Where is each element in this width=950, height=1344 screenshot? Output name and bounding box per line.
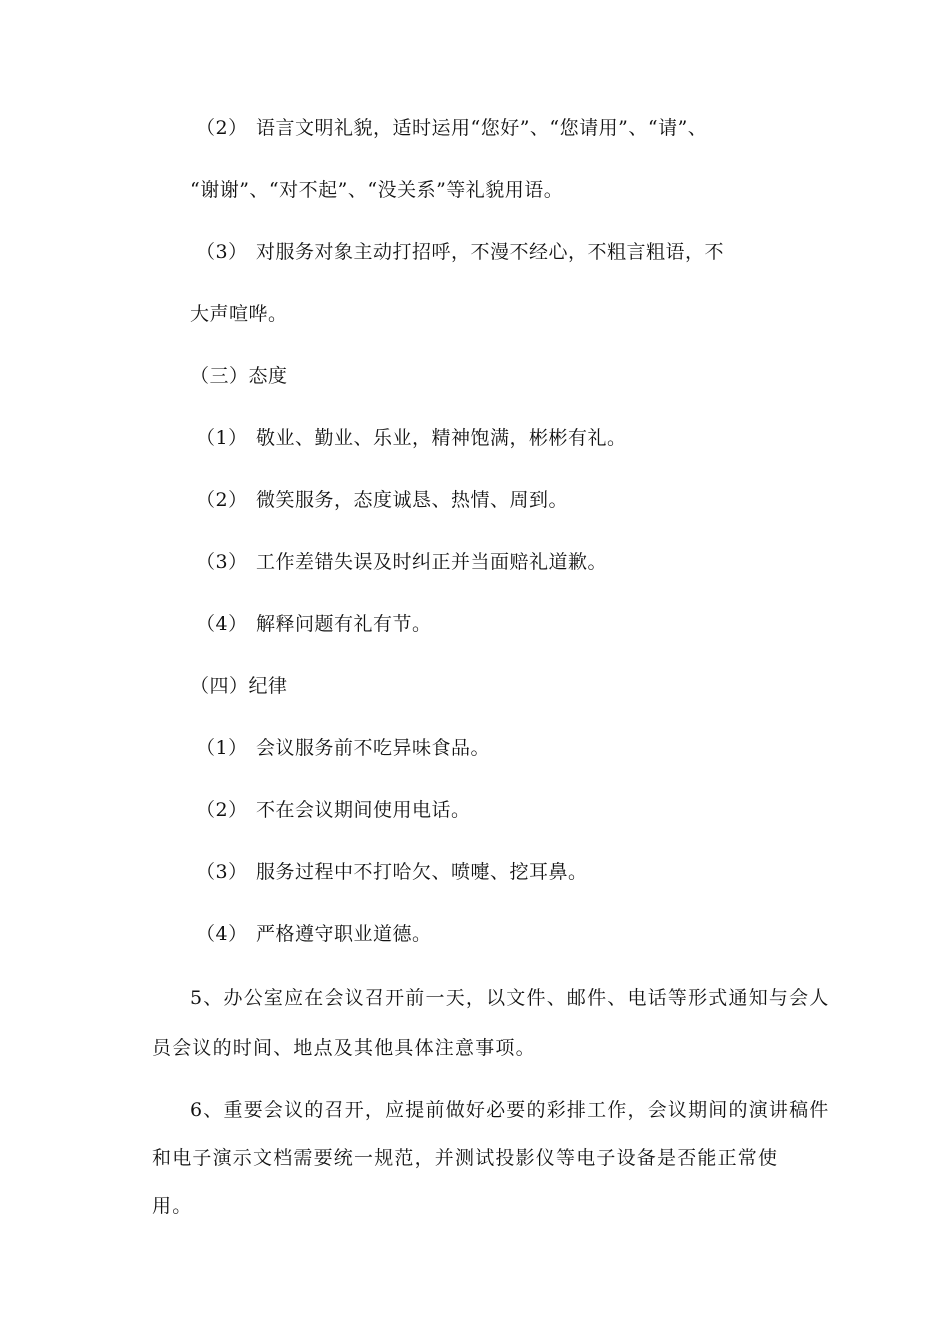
section-heading: （四）纪律	[190, 675, 288, 697]
item-number: （3）	[196, 241, 248, 263]
item-text: 微笑服务，态度诚恳、热情、周到。	[256, 489, 569, 511]
list-item	[196, 116, 707, 140]
item-text: 服务过程中不打哈欠、喷嚏、挖耳鼻。	[256, 861, 588, 883]
list-item	[196, 736, 490, 760]
item-continuation: 大声喧哗。	[190, 303, 288, 325]
list-item	[196, 550, 607, 574]
item-text: 对服务对象主动打招呼，不漫不经心，不粗言粗语，不	[256, 241, 725, 263]
item-continuation: “谢谢”、“对不起”、“没关系”等礼貌用语。	[190, 179, 564, 201]
item-text: 严格遵守职业道德。	[256, 923, 432, 945]
section-heading: （三）态度	[190, 365, 288, 387]
item-number: （2）	[196, 799, 248, 821]
item-text: 敬业、勤业、乐业，精神饱满，彬彬有礼。	[256, 427, 627, 449]
item-number: （4）	[196, 613, 248, 635]
item-number: （4）	[196, 923, 248, 945]
item-number: （1）	[196, 427, 248, 449]
item-text: 会议服务前不吃异味食品。	[256, 737, 491, 759]
list-item	[196, 860, 588, 884]
list-item	[196, 426, 627, 450]
paragraph-line: 和电子演示文档需要统一规范，并测试投影仪等电子设备是否能正常使	[152, 1147, 779, 1169]
paragraph-line: 员会议的时间、地点及其他具体注意事项。	[152, 1037, 536, 1059]
paragraph-line: 用。	[152, 1195, 193, 1217]
list-item	[196, 612, 432, 636]
item-text: 语言文明礼貌，适时运用“您好”、“您请用”、“请”、	[256, 117, 708, 139]
list-item	[196, 798, 471, 822]
item-number: （1）	[196, 737, 248, 759]
paragraph-line: 5、办公室应在会议召开前一天，以文件、邮件、电话等形式通知与会人	[190, 987, 830, 1009]
list-item	[196, 922, 432, 946]
paragraph-line: 6、重要会议的召开，应提前做好必要的彩排工作，会议期间的演讲稿件	[190, 1099, 830, 1121]
list-item	[196, 488, 568, 512]
item-text: 工作差错失误及时纠正并当面赔礼道歉。	[256, 551, 608, 573]
item-text: 解释问题有礼有节。	[256, 613, 432, 635]
list-item	[196, 240, 724, 264]
item-number: （3）	[196, 861, 248, 883]
item-text: 不在会议期间使用电话。	[256, 799, 471, 821]
item-number: （2）	[196, 117, 248, 139]
item-number: （2）	[196, 489, 248, 511]
item-number: （3）	[196, 551, 248, 573]
